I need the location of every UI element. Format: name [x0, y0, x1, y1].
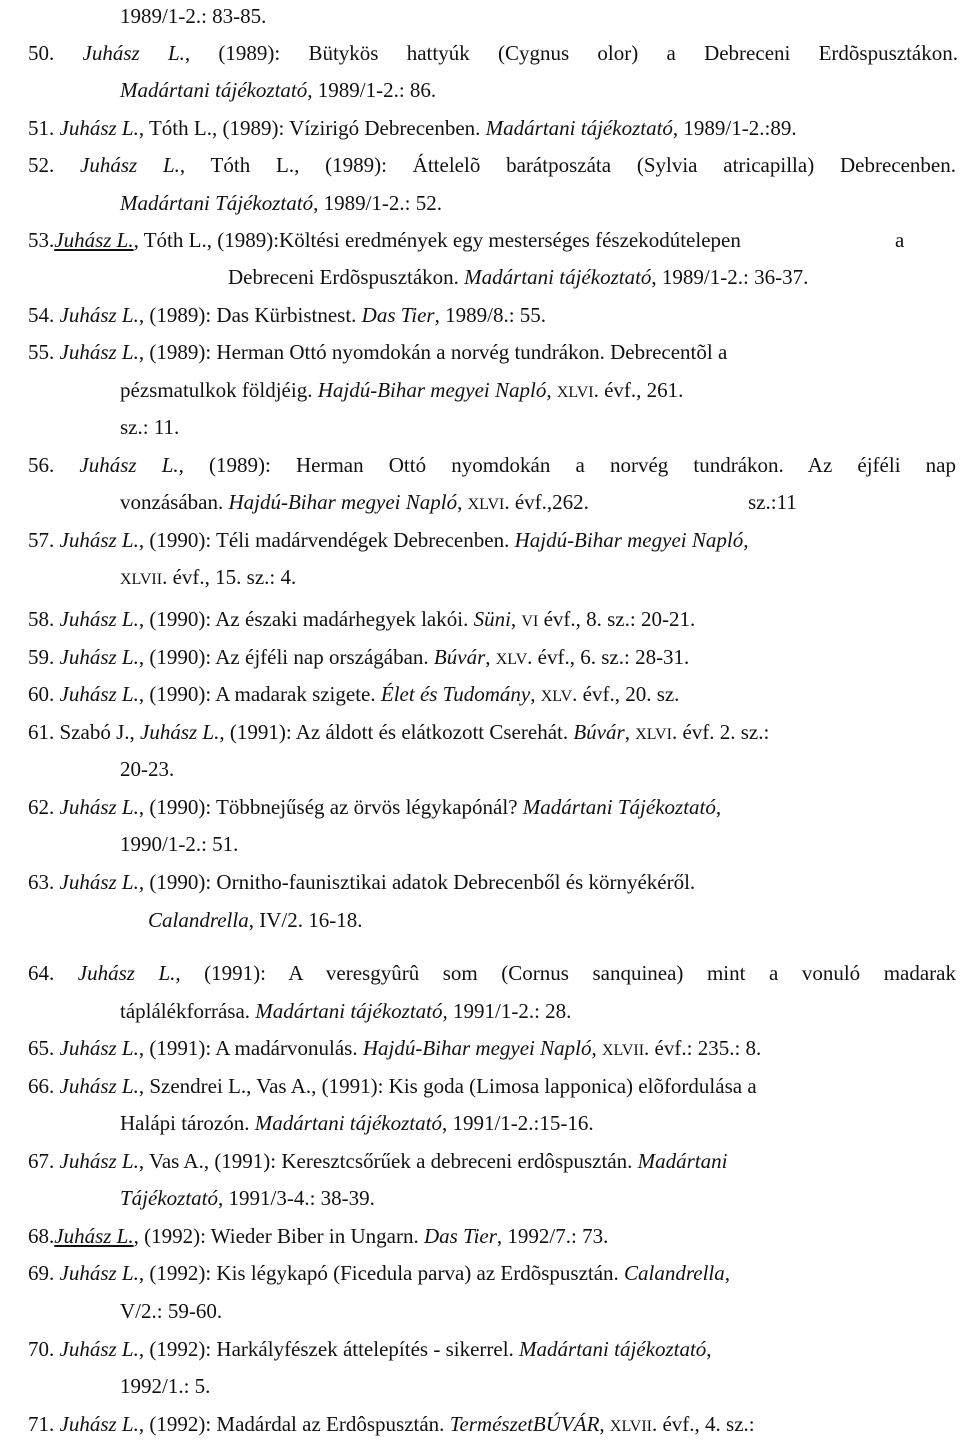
list-item-cont: V/2.: 59-60. [120, 1299, 223, 1323]
list-item: 55. Juhász L., (1989): Herman Ottó nyomdokán a norvég tundrákon. Debrecentõl a [28, 340, 728, 364]
list-item-cont: 1992/1.: 5. [120, 1374, 211, 1398]
list-item: 54. Juhász L., (1989): Das Kürbistnest. Das Tier, 1989/8.: 55. [28, 303, 547, 327]
list-item-cont: sz.:11 [748, 490, 797, 514]
list-item: 63. Juhász L., (1990): Ornitho-faunisztikai adatok Debrecenből és környékéről. [28, 870, 696, 894]
list-item: 66. Juhász L., Szendrei L., Vas A., (1991): Kis goda (Limosa lapponica) elõfordulása a [28, 1074, 757, 1098]
list-item: 68.Juhász L., (1992): Wieder Biber in Ungarn. Das Tier, 1992/7.: 73. [28, 1224, 609, 1248]
list-item: 62. Juhász L., (1990): Többnejűség az örvös légykapónál? Madártani Tájékoztató, [28, 795, 722, 819]
list-item-cont: Halápi tározón. Madártani tájékoztató, 1991/1-2.:15-16. [120, 1111, 594, 1135]
list-item: 69. Juhász L., (1992): Kis légykapó (Ficedula parva) az Erdõspusztán. Calandrella, [28, 1261, 731, 1285]
list-item: 1989/1-2.: 83-85. [120, 4, 267, 28]
list-item: 61. Szabó J., Juhász L., (1991): Az áldott és elátkozott Cserehát. Búvár, XLVI. évf. 2. sz.: [28, 720, 770, 744]
list-item: 50. Juhász L., (1989): Bütykös hattyúk (Cygnus olor) a Debreceni Erdõspusztákon. [28, 41, 958, 65]
list-item: 53.Juhász L., Tóth L., (1989):Költési eredmények egy mesterséges fészekodútelepen [28, 228, 741, 252]
list-item-cont: Tájékoztató, 1991/3-4.: 38-39. [120, 1186, 375, 1210]
list-item-cont: Calandrella, IV/2. 16-18. [148, 908, 363, 932]
list-item-cont: 20-23. [120, 757, 175, 781]
list-item: 52. Juhász L., Tóth L., (1989): Áttelelõ barátposzáta (Sylvia atricapilla) Debrecenben. [28, 153, 956, 177]
list-item-cont: sz.: 11. [120, 415, 180, 439]
list-item: 67. Juhász L., Vas A., (1991): Keresztcsőrűek a debreceni erdôspusztán. Madártani [28, 1149, 728, 1173]
list-item: 58. Juhász L., (1990): Az északi madárhegyek lakói. Süni, VI évf., 8. sz.: 20-21. [28, 607, 696, 631]
list-item: 64. Juhász L., (1991): A veresgyûrû som (Cornus sanquinea) mint a vonuló madarak [28, 961, 956, 985]
list-item-cont: XLVII. évf., 15. sz.: 4. [120, 565, 297, 589]
list-item-cont: táplálékforrása. Madártani tájékoztató, 1991/1-2.: 28. [120, 999, 572, 1023]
list-item: 51. Juhász L., Tóth L., (1989): Vízirigó Debrecenben. Madártani tájékoztató, 1989/1-2.:89. [28, 116, 797, 140]
list-item-cont: vonzásában. Hajdú-Bihar megyei Napló, XLVI. évf.,262. [120, 490, 589, 514]
list-item: 57. Juhász L., (1990): Téli madárvendégek Debrecenben. Hajdú-Bihar megyei Napló, [28, 528, 749, 552]
list-item: 70. Juhász L., (1992): Harkályfészek áttelepítés - sikerrel. Madártani tájékoztató, [28, 1337, 712, 1361]
list-item-cont: Madártani tájékoztató, 1989/1-2.: 86. [120, 78, 437, 102]
list-item: a [895, 228, 905, 252]
list-item-cont: 1990/1-2.: 51. [120, 832, 239, 856]
list-item: 56. Juhász L., (1989): Herman Ottó nyomdokán a norvég tundrákon. Az éjféli nap [28, 453, 956, 477]
list-item-cont: pézsmatulkok földjéig. Hajdú-Bihar megyei Napló, XLVI. évf., 261. [120, 378, 684, 402]
list-item-cont: Madártani Tájékoztató, 1989/1-2.: 52. [120, 191, 443, 215]
list-item-cont: Debreceni Erdõspusztákon. Madártani tájékoztató, 1989/1-2.: 36-37. [228, 265, 809, 289]
list-item: 60. Juhász L., (1990): A madarak szigete. Élet és Tudomány, XLV. évf., 20. sz. [28, 682, 680, 706]
list-item: 59. Juhász L., (1990): Az éjféli nap országában. Búvár, XLV. évf., 6. sz.: 28-31. [28, 645, 690, 669]
list-item: 71. Juhász L., (1992): Madárdal az Erdôspusztán. TermészetBÚVÁR, XLVII. évf., 4. sz.: [28, 1412, 755, 1436]
list-item: 65. Juhász L., (1991): A madárvonulás. Hajdú-Bihar megyei Napló, XLVII. évf.: 235.: 8. [28, 1036, 762, 1060]
